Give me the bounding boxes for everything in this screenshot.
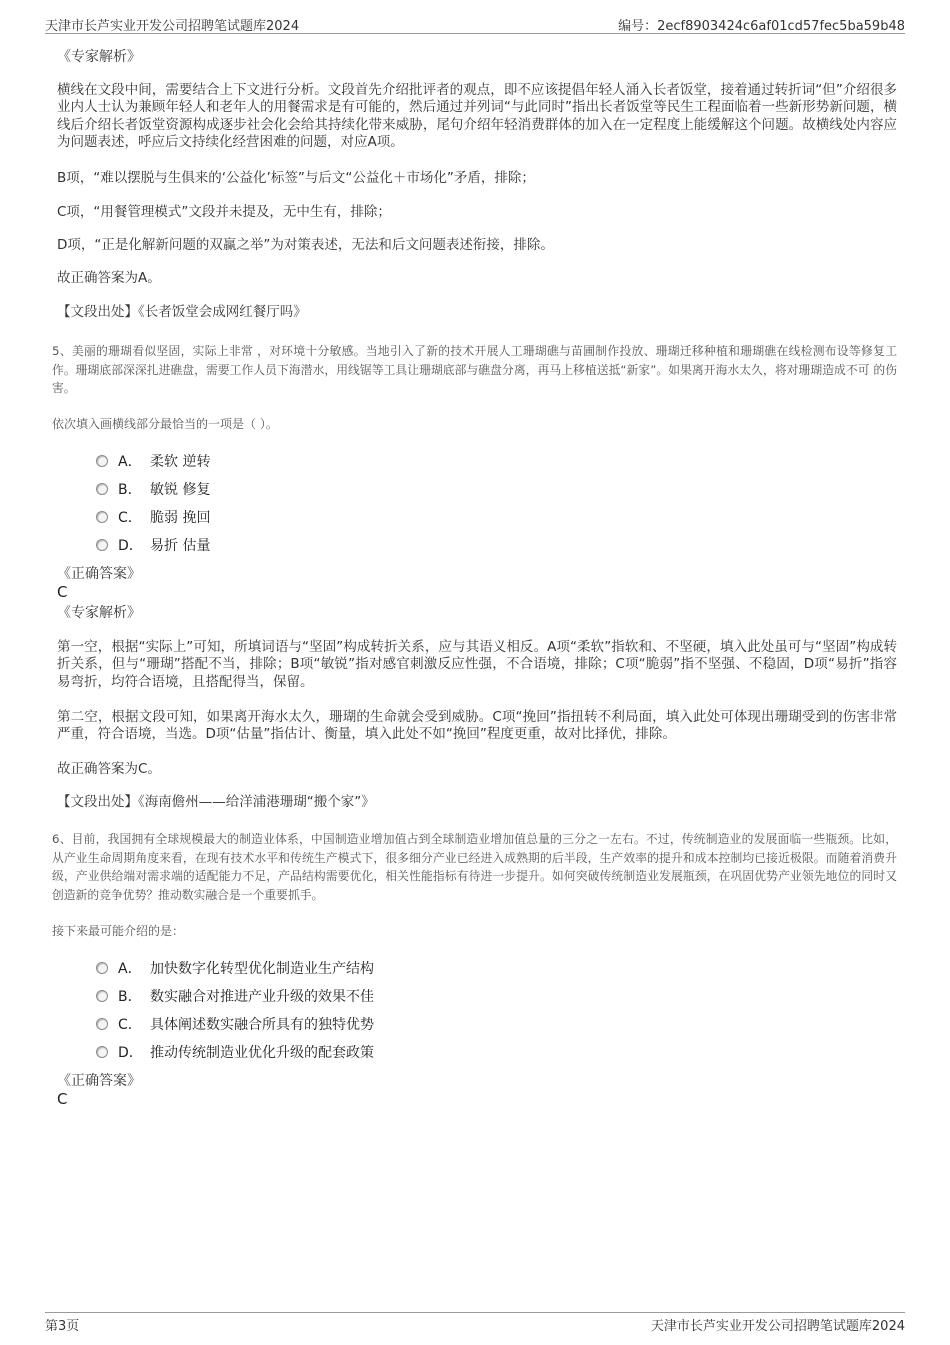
radio-button-icon[interactable] bbox=[96, 1018, 108, 1030]
q5-question-text: 5、美丽的珊瑚看似坚固，实际上非常 ，对环境十分敏感。当地引入了新的技术开展人工珊瑚礁与苗圃制作投放、珊瑚迁移种植和珊瑚礁在线检测布设等修复工作。珊瑚底部深深扎进礁盘，需要工作人员下海潜水，用线锯等工具让珊瑚底部与礁盘分离，再马上移植送抵“新家”。如果离开海水太久，将对珊瑚造成不可 的伤害。 bbox=[52, 344, 897, 395]
footer-title: 天津市长芦实业开发公司招聘笔试题库2024 bbox=[650, 1319, 905, 1334]
radio-button-icon[interactable] bbox=[96, 990, 108, 1002]
q5-option-b[interactable] bbox=[96, 479, 210, 499]
option-letter: B． bbox=[118, 989, 142, 1005]
page-number: 第3页 bbox=[45, 1319, 80, 1334]
q6-prompt: 接下来最可能介绍的是： bbox=[52, 924, 185, 938]
q6-option-b[interactable] bbox=[96, 986, 374, 1006]
q5-analysis-paragraph-1: 第一空，根据“实际上”可知，所填词语与“坚固”构成转折关系，应与其语义相反。A项“柔软”指软和、不坚硬，填入此处虽可与“坚固”构成转折关系，但与“珊瑚”搭配不当，排除；B项“敏锐”指对感官刺激反应性强，不合语境，排除；C项“脆弱”指不坚强、不稳固，D项“易折”指容易弯折，均符合语境，且搭配得当，保留。 bbox=[57, 639, 897, 690]
q5-analysis-heading: 《专家解析》 bbox=[57, 605, 141, 621]
q6-question-text: 6、目前，我国拥有全球规模最大的制造业体系，中国制造业增加值占到全球制造业增加值总量的三分之一左右。不过，传统制造业的发展面临一些瓶颈。比如，从产业生命周期角度来看，在现有技术水平和传统生产模式下，很多细分产业已经进入成熟期的后半段，生产效率的提升和成本控制均已接近极限。而随着消费升级，产业供给端对需求端的适配能力不足，产品结构需要优化，相关性能指标有待进一步提升。如何突破传统制造业发展瓶颈，在巩固优势产业领先地位的同时又创造新的竞争优势？推动数实融合是一个重要抓手。 bbox=[52, 832, 897, 902]
option-text: 柔软 逆转 bbox=[150, 454, 211, 470]
q6-answer-heading: 《正确答案》 bbox=[57, 1073, 141, 1089]
header-doc-id: 编号：2ecf8903424c6af01cd57fec5ba59b48 bbox=[618, 19, 905, 34]
option-letter: A． bbox=[118, 454, 142, 470]
radio-button-icon[interactable] bbox=[96, 1046, 108, 1058]
option-letter: B． bbox=[118, 482, 142, 498]
q4-analysis-heading: 《专家解析》 bbox=[57, 49, 141, 65]
radio-button-icon[interactable] bbox=[96, 511, 108, 523]
option-text: 具体阐述数实融合所具有的独特优势 bbox=[150, 1017, 374, 1033]
radio-button-icon[interactable] bbox=[96, 483, 108, 495]
header-title: 天津市长芦实业开发公司招聘笔试题库2024 bbox=[45, 19, 300, 34]
option-letter: D． bbox=[118, 538, 143, 554]
option-letter: C． bbox=[118, 510, 142, 526]
radio-button-icon[interactable] bbox=[96, 455, 108, 467]
option-letter: A． bbox=[118, 961, 142, 977]
q6-option-d[interactable] bbox=[96, 1042, 374, 1062]
q5-option-c[interactable] bbox=[96, 507, 210, 527]
option-letter: C． bbox=[118, 1017, 142, 1033]
q5-answer-heading: 《正确答案》 bbox=[57, 566, 141, 582]
q4-source: 【文段出处】《长者饭堂会成网红餐厅吗》 bbox=[57, 304, 307, 320]
q4-analysis-paragraph-2: B项，“难以摆脱与生俱来的‘公益化’标签”与后文“公益化＋市场化”矛盾，排除； bbox=[57, 170, 535, 186]
q5-source: 【文段出处】《海南儋州——给洋浦港珊瑚“搬个家”》 bbox=[57, 794, 375, 810]
option-letter: D． bbox=[118, 1045, 143, 1061]
q6-answer: C bbox=[57, 1090, 68, 1108]
q4-analysis-paragraph-1: 横线在文段中间，需要结合上下文进行分析。文段首先介绍批评者的观点，即不应该提倡年轻人涌入长者饭堂，接着通过转折词“但”介绍很多业内人士认为兼顾年轻人和老年人的用餐需求是有可能的，然后通过并列词“与此同时”指出长者饭堂等民生工程面临着一些新形势新问题，横线后介绍长者饭堂资源构成逐步社会化会给其持续化带来威胁，尾句介绍年轻消费群体的加入在一定程度上能缓解这个问题。故横线处内容应为问题表述，呼应后文持续化经营困难的问题，对应A项。 bbox=[57, 82, 897, 150]
q5-analysis-paragraph-2: 第二空，根据文段可知，如果离开海水太久，珊瑚的生命就会受到威胁。C项“挽回”指扭转不利局面，填入此处可体现出珊瑚受到的伤害非常严重，符合语境，当选。D项“估量”指估计、衡量，填入此处不如“挽回”程度更重，故对比择优，排除。 bbox=[57, 709, 897, 743]
option-text: 数实融合对推进产业升级的效果不佳 bbox=[150, 989, 374, 1005]
q4-conclusion: 故正确答案为A。 bbox=[57, 270, 161, 286]
option-text: 脆弱 挽回 bbox=[150, 510, 211, 526]
q4-analysis-paragraph-4: D项，“正是化解新问题的双赢之举”为对策表述，无法和后文问题表述衔接，排除。 bbox=[57, 237, 554, 253]
q6-option-a[interactable] bbox=[96, 958, 374, 978]
q4-analysis-paragraph-3: C项，“用餐管理模式”文段并未提及，无中生有，排除； bbox=[57, 204, 391, 220]
page-footer bbox=[45, 1312, 905, 1333]
radio-button-icon[interactable] bbox=[96, 539, 108, 551]
option-text: 推动传统制造业优化升级的配套政策 bbox=[150, 1045, 374, 1061]
radio-button-icon[interactable] bbox=[96, 962, 108, 974]
q5-conclusion: 故正确答案为C。 bbox=[57, 761, 161, 777]
page-header bbox=[45, 13, 905, 34]
option-text: 易折 估量 bbox=[150, 538, 211, 554]
option-text: 敏锐 修复 bbox=[150, 482, 211, 498]
q5-option-a[interactable] bbox=[96, 451, 210, 471]
option-text: 加快数字化转型优化制造业生产结构 bbox=[150, 961, 374, 977]
q5-option-d[interactable] bbox=[96, 535, 210, 555]
q5-answer: C bbox=[57, 583, 68, 601]
q5-prompt: 依次填入画横线部分最恰当的一项是（ ）。 bbox=[52, 417, 278, 431]
q6-option-c[interactable] bbox=[96, 1014, 374, 1034]
